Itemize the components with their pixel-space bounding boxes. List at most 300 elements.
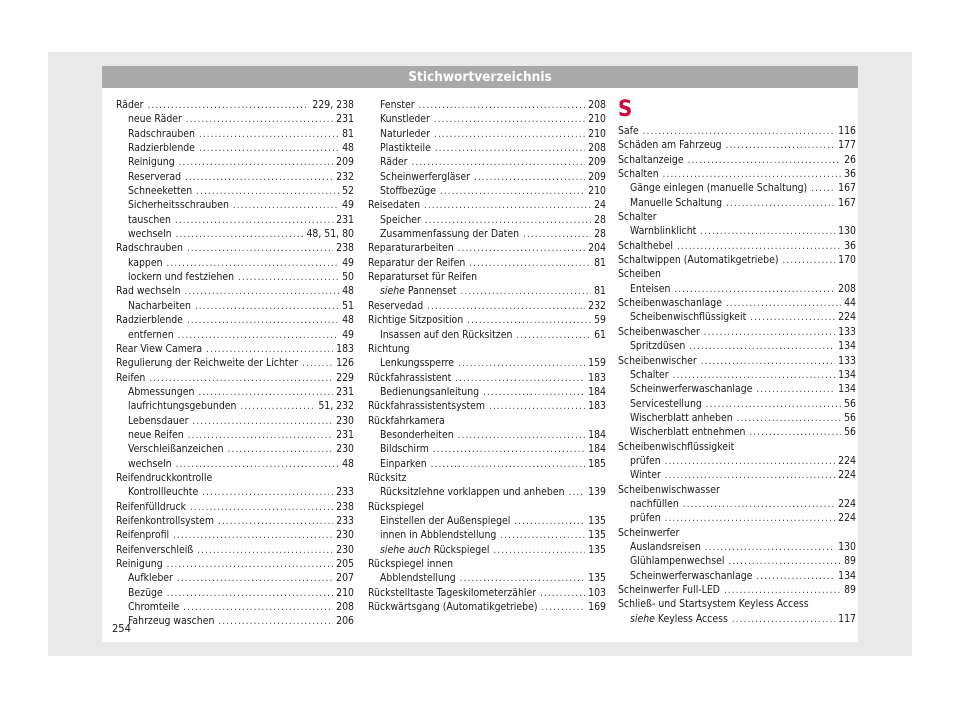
entry-page-number: 135: [588, 572, 606, 585]
section-title: Stichwortverzeichnis: [408, 69, 552, 85]
dot-leader: [199, 128, 339, 141]
entry-page-number: 139: [588, 486, 606, 499]
entry-text: Wischerblatt anheben: [630, 411, 733, 424]
entry-page-number: 224: [838, 454, 856, 467]
index-subentry: [116, 485, 354, 499]
entry-text: Verschleißanzeichen: [128, 443, 224, 456]
entry-page-number: 49: [342, 256, 354, 269]
entry-term: [128, 328, 174, 342]
index-entry: [116, 471, 354, 485]
entry-page-number: 224: [838, 497, 856, 510]
dot-leader: [700, 225, 835, 238]
index-subentry: [368, 112, 606, 126]
index-subentry: [116, 184, 354, 198]
entry-term: [380, 127, 430, 141]
entry-term: [380, 98, 415, 112]
index-entry: [116, 528, 354, 542]
entry-term: [128, 399, 236, 413]
entry-page-number: 238: [336, 500, 354, 513]
entry-term: [630, 612, 728, 626]
entry-term: [618, 296, 722, 310]
index-entry: [116, 284, 354, 298]
entry-page-number: 51, 232: [318, 400, 354, 413]
index-subentry: [368, 328, 606, 342]
entry-page-number: 231: [336, 113, 354, 126]
entry-text: Reisedaten: [368, 199, 421, 212]
dot-leader: [183, 601, 333, 614]
index-entry: [116, 241, 354, 255]
entry-text: Manuelle Schaltung: [630, 196, 723, 209]
entry-text: Bedienungsanleitung: [380, 385, 480, 398]
entry-term: [128, 586, 163, 600]
dot-leader: [811, 182, 835, 195]
index-entry: [116, 98, 354, 112]
entry-text: Bildschirm: [380, 443, 429, 456]
index-entry: [368, 198, 606, 212]
entry-text: Rad wechseln: [116, 285, 181, 298]
index-subentry: [368, 141, 606, 155]
dot-leader: [202, 486, 333, 499]
entry-page-number: 28: [594, 228, 606, 241]
entry-text: Einparken: [380, 457, 427, 470]
entry-term: [116, 356, 298, 370]
entry-page-number: 89: [844, 584, 856, 596]
dot-leader: [431, 458, 586, 471]
entry-text: Scheibenwaschanlage: [618, 297, 722, 310]
index-subentry: [368, 514, 606, 528]
cross-reference-prefix: siehe: [380, 285, 408, 298]
entry-text: Zusammenfassung der Daten: [380, 228, 520, 241]
entry-text: Lebensdauer: [128, 414, 189, 427]
entry-text: Schaltanzeige: [618, 153, 684, 166]
index-subentry: [116, 198, 354, 212]
dot-leader: [177, 572, 333, 585]
entry-page-number: 56: [844, 411, 856, 424]
index-subentry: [368, 485, 606, 499]
entry-text: Safe: [618, 125, 639, 137]
index-subentry: [618, 468, 856, 482]
dot-leader: [683, 498, 835, 511]
entry-term: [618, 597, 809, 611]
index-subentry: [368, 528, 606, 542]
entry-text: Gänge einlegen (manuelle Schaltung): [630, 182, 808, 195]
entry-text: Radschrauben: [128, 127, 195, 140]
entry-page-number: 48, 51, 80: [306, 228, 354, 241]
entry-page-number: 133: [838, 354, 856, 367]
entry-term: [128, 414, 188, 428]
entry-term: [380, 184, 436, 198]
entry-term: [128, 428, 184, 442]
entry-text: Reifenfülldruck: [116, 500, 187, 513]
dot-leader: [196, 185, 339, 198]
entry-term: [618, 239, 673, 253]
dot-leader: [458, 429, 586, 442]
entry-page-number: 205: [336, 558, 354, 570]
entry-page-number: 224: [838, 512, 856, 525]
entry-page-number: 183: [588, 371, 606, 384]
dot-leader: [474, 171, 585, 184]
entry-page-number: 126: [336, 357, 354, 370]
entry-text: Auslandsreisen: [630, 540, 701, 553]
entry-text: Warnblinklicht: [630, 225, 697, 238]
entry-text: Scheiben: [618, 268, 661, 281]
dot-leader: [540, 587, 585, 600]
index-entry: [618, 440, 856, 454]
entry-text: tauschen: [128, 213, 171, 226]
index-subentry: [618, 540, 856, 554]
entry-term: [368, 600, 538, 614]
entry-text: Wischerblatt entnehmen: [630, 426, 746, 439]
entry-text: Rückstelltaste Tageskilometerzähler: [368, 586, 537, 599]
entry-page-number: 232: [336, 170, 354, 183]
entry-term: [368, 256, 465, 270]
entry-text: Reifenkontrollsystem: [116, 514, 215, 527]
entry-page-number: 183: [336, 342, 354, 355]
entry-term: [128, 141, 195, 155]
dot-leader: [233, 199, 339, 212]
entry-text: Servicestellung: [630, 397, 702, 410]
dot-leader: [167, 587, 333, 600]
index-subentry: [116, 586, 354, 600]
dot-leader: [665, 469, 835, 482]
entry-text: Räder: [380, 156, 408, 169]
entry-term: [618, 526, 679, 540]
entry-text: Schalter: [618, 211, 657, 224]
entry-text: Reinigung: [116, 558, 163, 570]
entry-page-number: 36: [844, 239, 856, 252]
entry-page-number: 134: [838, 340, 856, 353]
index-entry: [368, 299, 606, 313]
entry-term: [368, 557, 453, 571]
entry-page-number: 184: [588, 385, 606, 398]
index-subentry: [116, 270, 354, 284]
dot-leader: [689, 340, 835, 353]
entry-term: [116, 313, 183, 327]
entry-page-number: 208: [588, 142, 606, 155]
entry-text: prüfen: [630, 512, 661, 525]
index-subentry: [618, 554, 856, 568]
entry-term: [116, 528, 169, 542]
entry-page-number: 224: [838, 311, 856, 324]
entry-page-number: 48: [342, 457, 354, 470]
index-entry: [368, 600, 606, 614]
entry-text: Abmessungen: [128, 385, 195, 398]
entry-term: [630, 554, 724, 568]
entry-page-number: 207: [336, 572, 354, 585]
dot-leader: [500, 529, 585, 542]
index-subentry: [116, 299, 354, 313]
index-subentry: [368, 356, 606, 370]
index-subentry: [368, 170, 606, 184]
index-entry: [368, 371, 606, 385]
entry-term: [128, 457, 172, 471]
dot-leader: [701, 355, 835, 368]
entry-page-number: 135: [588, 529, 606, 542]
entry-term: [368, 198, 420, 212]
entry-page-number: 59: [594, 314, 606, 327]
dot-leader: [677, 240, 841, 253]
entry-page-number: 51: [342, 299, 354, 312]
entry-text: Rücksitz: [368, 471, 407, 484]
entry-page-number: 210: [588, 113, 606, 126]
dot-leader: [167, 257, 340, 270]
dot-leader: [783, 254, 836, 267]
entry-page-number: 231: [336, 213, 354, 226]
entry-text: Reserverad: [128, 170, 182, 183]
dot-leader: [148, 99, 310, 112]
index-entry: [368, 500, 606, 514]
dot-leader: [206, 343, 333, 356]
entry-text: Radschrauben: [116, 242, 183, 255]
entry-text: Abblendstellung: [380, 572, 456, 585]
index-subentry: [116, 141, 354, 155]
entry-term: [368, 471, 407, 485]
entry-page-number: 28: [594, 213, 606, 226]
entry-page-number: 134: [838, 569, 856, 582]
entry-term: [618, 124, 639, 138]
entry-term: [128, 614, 214, 628]
dot-leader: [197, 544, 333, 557]
entry-text: Naturleder: [380, 127, 431, 140]
entry-term: [618, 583, 720, 597]
dot-leader: [188, 429, 333, 442]
dot-leader: [706, 398, 841, 411]
entry-text: Rückfahrassistentsystem: [368, 400, 486, 413]
index-subentry: [618, 425, 856, 439]
entry-term: [368, 342, 410, 356]
entry-page-number: 208: [588, 99, 606, 111]
index-subentry: [368, 428, 606, 442]
dot-leader: [173, 529, 333, 542]
dot-leader: [186, 113, 333, 126]
index-entry: [618, 167, 856, 181]
index-subentry: [116, 614, 354, 628]
entry-page-number: 184: [588, 428, 606, 441]
index-subentry: [618, 511, 856, 525]
entry-text: Scheinwerfergläser: [380, 170, 470, 183]
entry-text: Scheibenwascher: [618, 325, 700, 338]
dot-leader: [412, 156, 586, 169]
entry-term: [630, 540, 701, 554]
entry-text: Reifen: [116, 371, 146, 384]
dot-leader: [434, 113, 585, 126]
dot-leader: [726, 297, 841, 310]
entry-page-number: 56: [844, 397, 856, 410]
entry-text: entfernen: [128, 328, 174, 341]
index-entry: [368, 241, 606, 255]
index-entry: [618, 526, 856, 540]
entry-page-number: 159: [588, 357, 606, 370]
index-subentry: [368, 543, 606, 557]
entry-text: Scheibenwischwasser: [618, 483, 720, 496]
entry-term: [630, 339, 685, 353]
index-subentry: [116, 600, 354, 614]
entry-text: Speicher: [380, 213, 421, 226]
entry-term: [116, 342, 202, 356]
entry-page-number: 48: [342, 285, 354, 298]
index-entry: [618, 354, 856, 368]
entry-term: [368, 299, 423, 313]
entry-page-number: 184: [588, 443, 606, 456]
entry-text: neue Reifen: [128, 428, 184, 441]
entry-text: Richtung: [368, 342, 410, 355]
entry-term: [116, 98, 144, 112]
dot-leader: [302, 357, 333, 370]
entry-term: [630, 497, 679, 511]
entry-term: [128, 571, 173, 585]
entry-text: wechseln: [128, 457, 172, 470]
entry-page-number: 89: [844, 555, 856, 568]
entry-term: [380, 112, 430, 126]
index-subentry: [618, 282, 856, 296]
index-subentry: [116, 112, 354, 126]
entry-page-number: 117: [838, 612, 856, 625]
index-subentry: [116, 170, 354, 184]
entry-term: [368, 399, 485, 413]
entry-page-number: 230: [336, 529, 354, 542]
dot-leader: [756, 383, 835, 396]
entry-term: [380, 356, 454, 370]
entry-page-number: 49: [342, 199, 354, 212]
entry-term: [380, 155, 408, 169]
dot-leader: [238, 271, 339, 284]
index-letter-heading: S: [618, 97, 633, 122]
entry-page-number: 61: [594, 328, 606, 341]
entry-term: [128, 198, 229, 212]
index-entry: [618, 153, 856, 167]
entry-text: Radzierblende: [128, 142, 195, 155]
entry-term: [128, 270, 234, 284]
dot-leader: [704, 326, 835, 339]
dot-leader: [460, 572, 585, 585]
index-entry: [618, 253, 856, 267]
entry-text: Schalthebel: [618, 239, 673, 252]
index-subentry: [116, 399, 354, 413]
entry-page-number: 224: [838, 469, 856, 482]
entry-page-number: 135: [588, 543, 606, 556]
entry-term: [630, 411, 733, 425]
dot-leader: [185, 285, 340, 298]
dot-leader: [483, 386, 585, 399]
index-entry: [618, 124, 856, 138]
dot-leader: [489, 400, 585, 413]
entry-page-number: 36: [844, 168, 856, 181]
entry-term: [128, 184, 192, 198]
index-subentry: [618, 382, 856, 396]
dot-leader: [569, 486, 586, 499]
index-subentry: [116, 127, 354, 141]
index-entry: [116, 342, 354, 356]
dot-leader: [433, 443, 585, 456]
dot-leader: [663, 168, 841, 181]
entry-text: Enteisen: [630, 282, 671, 295]
entry-text: Spritzdüsen: [630, 340, 686, 353]
entry-term: [116, 514, 214, 528]
index-subentry: [368, 127, 606, 141]
entry-term: [618, 440, 734, 454]
entry-text: Reservedad: [368, 299, 424, 312]
dot-leader: [726, 197, 835, 210]
index-subentry: [618, 224, 856, 238]
dot-leader: [187, 314, 339, 327]
index-subentry: [368, 227, 606, 241]
index-entry: [368, 270, 606, 284]
entry-term: [128, 112, 182, 126]
entry-text: lockern und festziehen: [128, 271, 234, 284]
entry-term: [368, 270, 477, 284]
entry-page-number: 206: [336, 615, 354, 628]
entry-page-number: 210: [588, 185, 606, 198]
index-subentry: [618, 181, 856, 195]
cross-reference-prefix: siehe auch: [380, 543, 434, 556]
entry-page-number: 50: [342, 271, 354, 284]
entry-text: nachfüllen: [630, 497, 679, 510]
entry-text: Rückfahrkamera: [368, 414, 445, 427]
index-subentry: [116, 442, 354, 456]
entry-term: [630, 569, 752, 583]
entry-term: [630, 181, 807, 195]
entry-text: Kunstleder: [380, 113, 430, 126]
entry-text: Reifenprofil: [116, 529, 170, 542]
entry-text: Stoffbezüge: [380, 185, 436, 198]
dot-leader: [434, 128, 585, 141]
dot-leader: [228, 443, 334, 456]
entry-text: Reparaturarbeiten: [368, 242, 454, 255]
entry-page-number: 183: [588, 400, 606, 413]
index-subentry: [618, 411, 856, 425]
entry-term: [116, 241, 183, 255]
entry-page-number: 233: [336, 514, 354, 527]
index-entry: [368, 471, 606, 485]
entry-text: Scheinwerferwaschanlage: [630, 383, 753, 396]
entry-page-number: 232: [588, 299, 606, 312]
index-entry: [618, 483, 856, 497]
entry-text: Radzierblende: [116, 314, 183, 327]
entry-term: [368, 371, 451, 385]
entry-page-number: 229, 238: [312, 99, 354, 111]
dot-leader: [218, 615, 333, 628]
dot-leader: [185, 171, 333, 184]
entry-term: [116, 500, 186, 514]
entry-term: [380, 571, 456, 585]
entry-text: Rücksitzlehne vorklappen und anheben: [380, 486, 565, 499]
index-subentry: [618, 310, 856, 324]
entry-term: [128, 213, 171, 227]
dot-leader: [469, 257, 591, 270]
dot-leader: [419, 99, 586, 112]
entry-term: [116, 371, 145, 385]
index-column-3: [618, 98, 856, 626]
entry-page-number: 233: [336, 486, 354, 499]
index-entry: [116, 514, 354, 528]
entry-term: [630, 196, 722, 210]
dot-leader: [726, 139, 836, 152]
index-entry: [618, 138, 856, 152]
entry-text: Aufkleber: [128, 572, 173, 585]
entry-page-number: 185: [588, 457, 606, 470]
entry-text: Schneeketten: [128, 185, 193, 198]
entry-text: prüfen: [630, 454, 661, 467]
entry-term: [618, 153, 684, 167]
entry-text: kappen: [128, 256, 163, 269]
entry-text: Chromteile: [128, 601, 180, 614]
index-entry: [618, 296, 856, 310]
entry-text: Reinigung: [128, 156, 175, 169]
entry-term: [380, 485, 565, 499]
dot-leader: [240, 400, 315, 413]
entry-text: Scheinwerfer Full-LED: [618, 584, 720, 596]
entry-term: [380, 528, 496, 542]
